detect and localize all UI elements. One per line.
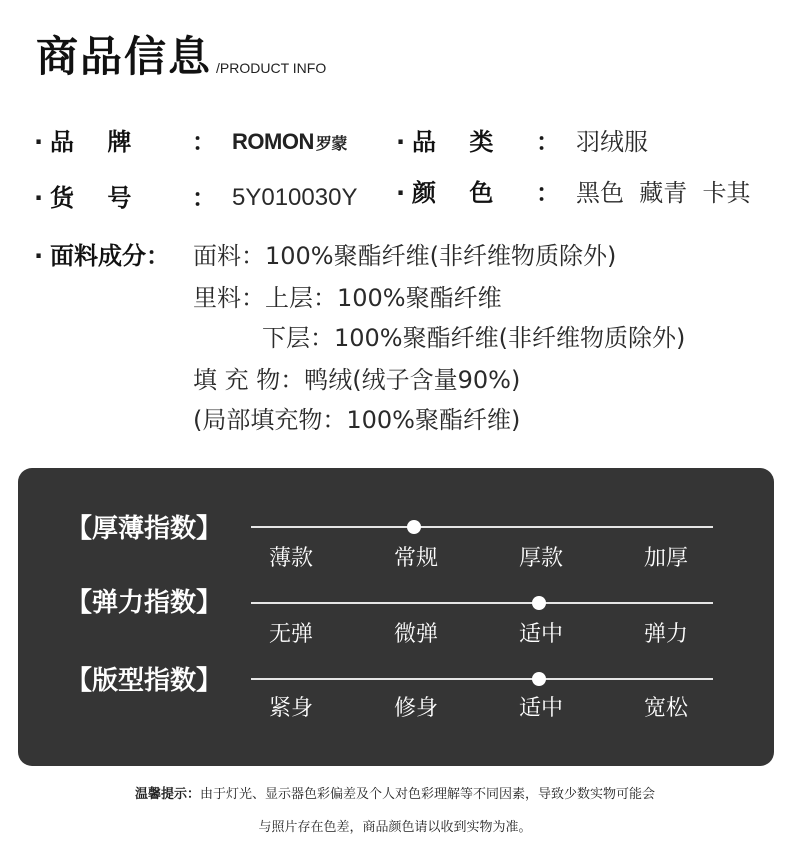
index-knob [532,596,546,610]
composition-line: 里料：上层：100%聚酯纤维 [193,284,502,312]
index-option: 弹力 [643,622,689,647]
index-option: 无弹 [268,622,314,647]
category-value: 羽绒服 [576,128,648,156]
index-track-elasticity [251,602,713,604]
colon: ： [192,184,216,212]
page-subtitle: /PRODUCT INFO [216,60,327,76]
composition-line: 下层：100%聚酯纤维(非纤维物质除外) [262,324,686,352]
index-option: 宽松 [643,696,689,721]
index-option: 常规 [393,546,439,571]
brand-logo-cn: 罗蒙 [315,136,347,153]
footer-notice-line1 [0,788,790,801]
index-option: 加厚 [643,546,689,571]
brand-logo [232,131,347,153]
footer-prefix: 温馨提示： [134,787,200,802]
color-value: 黑色 藏青 卡其 [576,179,751,207]
brand-row [34,130,347,154]
colon: ： [192,128,216,156]
index-option: 厚款 [518,546,564,571]
brand-logo-text: ROMON [232,129,314,154]
category-row [396,130,648,154]
footer-notice-line2: 与照片存在色差，商品颜色请以收到实物为准。 [258,820,532,835]
index-track-thickness [251,526,713,528]
index-knob [532,672,546,686]
index-option: 微弹 [393,622,439,647]
composition-line: 面料：100%聚酯纤维(非纤维物质除外) [193,242,617,270]
bullet: · [396,179,406,207]
composition-row [34,244,170,268]
index-panel [18,468,774,766]
index-option: 紧身 [268,696,314,721]
bullet: · [34,242,44,270]
colon: ： [536,179,560,207]
index-label-fit: 【版型指数】 [66,666,223,696]
index-option: 适中 [518,622,564,647]
color-label: 颜 色 [412,179,494,207]
composition-line: (局部填充物：100%聚酯纤维) [193,406,521,434]
color-row [396,181,751,205]
bullet: · [34,128,44,156]
colon: ： [536,128,560,156]
index-option: 薄款 [268,546,314,571]
colon: ： [146,242,170,270]
composition-line: 填 充 物：鸭绒(绒子含量90%) [193,366,521,394]
index-track-fit [251,678,713,680]
item-no-label: 货 号 [50,184,132,212]
bullet: · [396,128,406,156]
index-label-elasticity: 【弹力指数】 [66,588,223,618]
bullet: · [34,184,44,212]
footer-text: 由于灯光、显示器色彩偏差及个人对色彩理解等不同因素，导致少数实物可能会 [200,787,656,802]
item-no-value: 5Y010030Y [232,184,358,211]
index-option: 修身 [393,696,439,721]
brand-label: 品 牌 [50,128,132,156]
index-knob [407,520,421,534]
item-no-row [34,186,357,210]
index-option: 适中 [518,696,564,721]
composition-label: 面料成分 [50,242,146,270]
page-title: 商品信息 [36,32,213,81]
page-title-block [36,32,327,81]
category-label: 品 类 [412,128,494,156]
index-label-thickness: 【厚薄指数】 [66,514,223,544]
